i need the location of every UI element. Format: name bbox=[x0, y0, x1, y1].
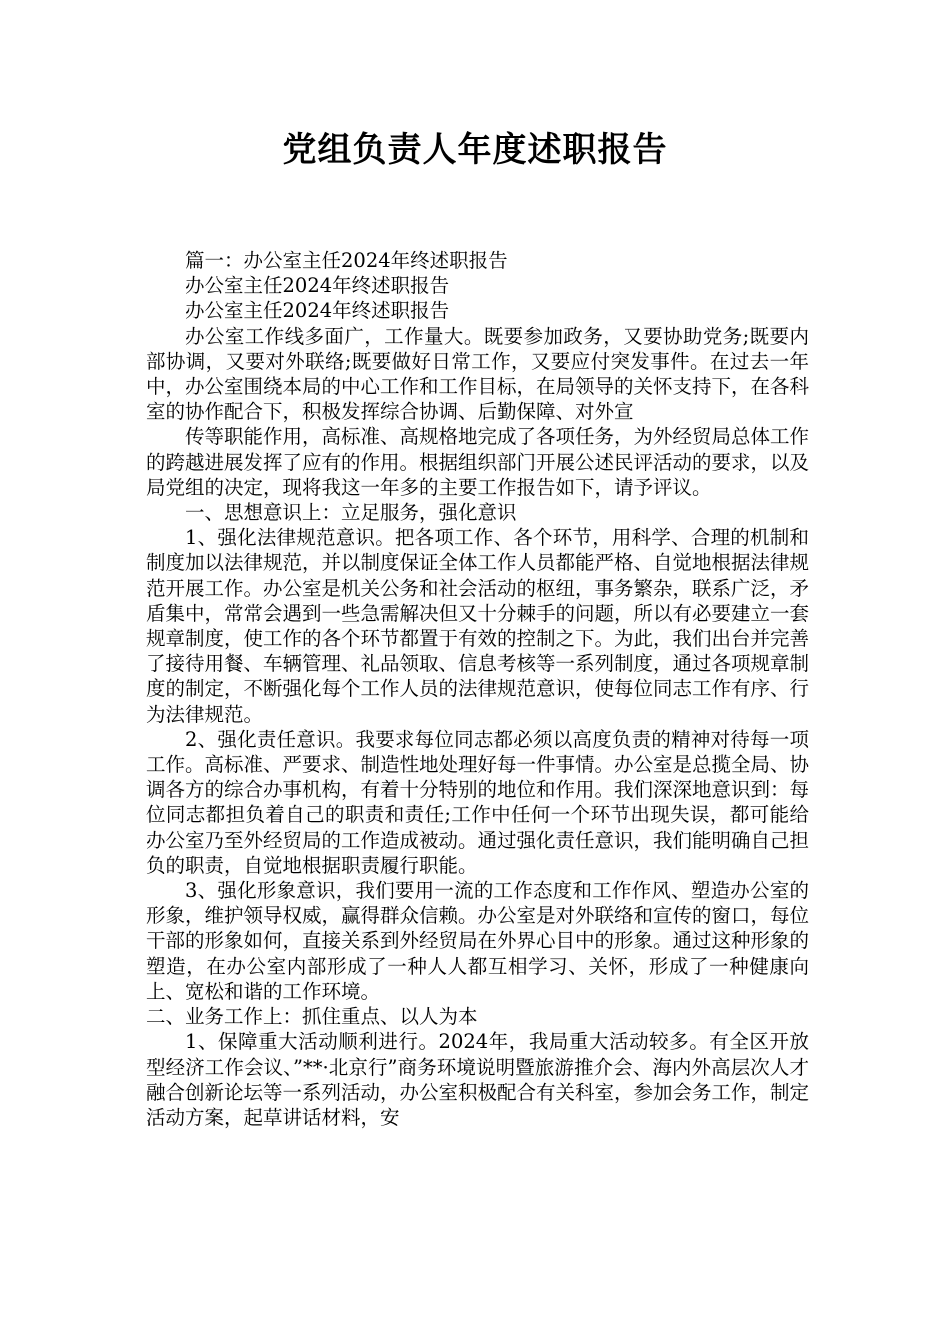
paragraph: 2、强化责任意识。我要求每位同志都必须以高度负责的精神对待每一项工作。高标准、严要求、制造性地处理好每一件事情。办公室是总揽全局、协调各方的综合办事机构，有着十分特别的地位和作用。我们深深地意识到：每位同志都担负着自己的职责和责任;工作中任何一个环节出现失误，都可能给办公室乃至外经贸局的工作造成被动。通过强化责任意识，我们能明确自己担负的职责，自觉地根据职责履行职能。 bbox=[146, 727, 810, 877]
section-heading: 一、思想意识上：立足服务，强化意识 bbox=[185, 501, 517, 525]
paragraph: 1、保障重大活动顺利进行。2024年，我局重大活动较多。有全区开放型经济工作会议、”**·北京行”商务环境说明暨旅游推介会、海内外高层次人才融合创新论坛等一系列活动，办公室积极配合有关科室，参加会务工作，制定活动方案，起草讲话材料，安 bbox=[146, 1030, 810, 1129]
document-body bbox=[146, 248, 809, 1130]
paragraph: 1、强化法律规范意识。把各项工作、各个环节，用科学、合理的机制和制度加以法律规范，并以制度保证全体工作人员都能严格、自觉地根据法律规范开展工作。办公室是机关公务和社会活动的枢纽，事务繁杂，联系广泛，矛盾集中，常常会遇到一些急需解决但又十分棘手的问题，所以有必要建立一套规章制度，使工作的各个环节都置于有效的控制之下。为此，我们出台并完善了接待用餐、车辆管理、礼品领取、信息考核等一系列制度，通过各项规章制度的制定，不断强化每个工作人员的法律规范意识，使每位同志工作有序、行为法律规范。 bbox=[146, 526, 810, 726]
paragraph-subtitle: 办公室主任2024年终述职报告 bbox=[185, 274, 450, 298]
paragraph: 3、强化形象意识，我们要用一流的工作态度和工作作风、塑造办公室的形象，维护领导权威，赢得群众信赖。办公室是对外联络和宣传的窗口，每位干部的形象如何，直接关系到外经贸局在外界心目中的形象。通过这种形象的塑造，在办公室内部形成了一种人人都互相学习、关怀，形成了一种健康向上、宽松和谐的工作环境。 bbox=[146, 879, 810, 1003]
paragraph-heading-part-one: 篇一：办公室主任2024年终述职报告 bbox=[185, 249, 508, 272]
paragraph-subtitle: 办公室主任2024年终述职报告 bbox=[185, 299, 450, 323]
section-heading: 二、业务工作上：抓住重点、以人为本 bbox=[146, 1005, 478, 1029]
document-title: 党组负责人年度述职报告 bbox=[282, 130, 668, 170]
paragraph: 办公室工作线多面广，工作量大。既要参加政务，又要协助党务;既要内部协调，又要对外联络;既要做好日常工作，又要应付突发事件。在过去一年中，办公室围绕本局的中心工作和工作目标，在局领导的关怀支持下，在各科室的协作配合下，积极发挥综合协调、后勤保障、对外宣 bbox=[146, 324, 810, 424]
paragraph: 传等职能作用，高标准、高规格地完成了各项任务，为外经贸局总体工作的跨越进展发挥了应有的作用。根据组织部门开展公述民评活动的要求，以及局党组的决定，现将我这一年多的主要工作报告如下，请予评议。 bbox=[146, 425, 810, 499]
